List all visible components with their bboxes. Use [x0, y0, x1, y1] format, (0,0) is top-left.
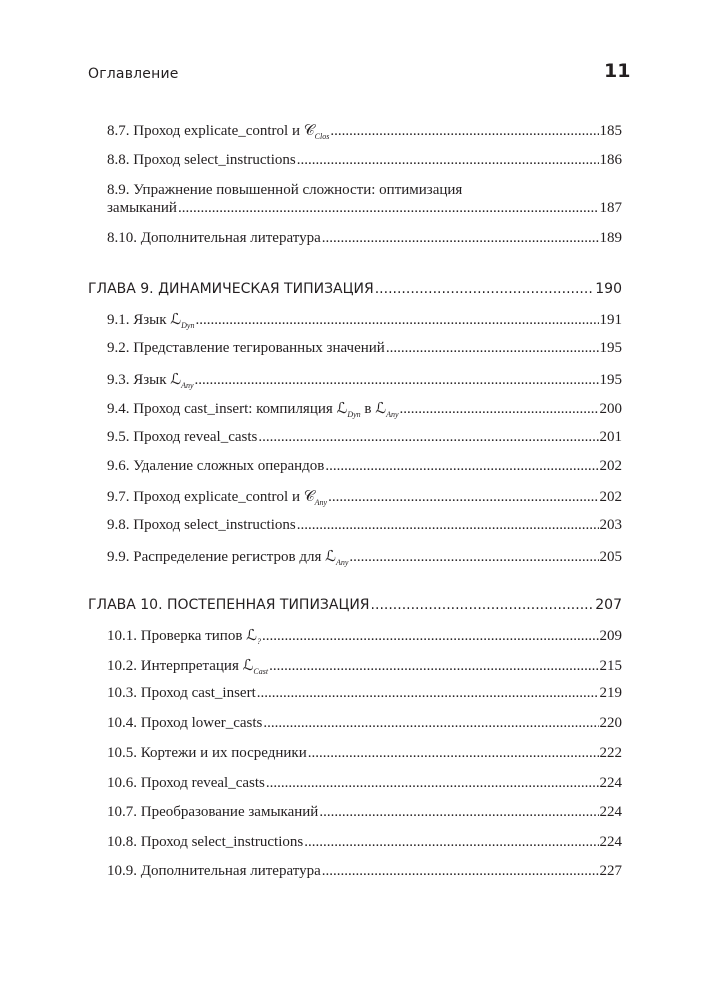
- leader-dots: [319, 804, 598, 821]
- toc-entry-text: 10.4. Проход lower_casts: [107, 715, 263, 731]
- toc-page-number: 200: [599, 401, 622, 417]
- toc-page-number: 191: [599, 312, 622, 328]
- toc-entry-text: 10.9. Дополнительная литература: [107, 863, 321, 879]
- toc-entry-subscript: Clos: [314, 132, 330, 141]
- toc-page-number: 201: [599, 429, 622, 445]
- toc-entry-text: 9.4. Проход cast_insert: компиляция ℒ: [107, 401, 348, 417]
- toc-entry-text: 9.1. Язык ℒ: [107, 312, 182, 328]
- page-number: 11: [604, 60, 631, 82]
- leader-dots: [266, 775, 599, 792]
- leader-dots: [257, 685, 599, 702]
- toc-entry-subscript: Any: [181, 381, 194, 390]
- toc-page-number: 209: [599, 628, 622, 644]
- toc-entry-text: 9.6. Удаление сложных операндов: [107, 458, 325, 474]
- toc-entry-text: 10.8. Проход select_instructions: [107, 834, 304, 850]
- toc-chapter-title: ГЛАВА 10. ПОСТЕПЕННАЯ ТИПИЗАЦИЯ: [88, 597, 370, 613]
- toc-page-number: 186: [599, 152, 622, 168]
- leader-dots: [322, 863, 599, 880]
- toc-entry-text: 8.8. Проход select_instructions: [107, 152, 296, 168]
- toc-entry-9-3[interactable]: [107, 370, 622, 390]
- leader-dots: [195, 312, 598, 329]
- leader-dots: [330, 123, 598, 140]
- toc-entry-9-2[interactable]: [107, 340, 622, 357]
- toc-page-number: 203: [599, 517, 622, 533]
- toc-entry-10-8[interactable]: [107, 834, 622, 851]
- toc-entry-text: 10.1. Проверка типов ℒ: [107, 628, 257, 644]
- toc-entry-text: 9.2. Представление тегированных значений: [107, 340, 385, 356]
- toc-entry-text: 9.7. Проход explicate_control и 𝒞: [107, 489, 315, 505]
- toc-entry-9-8[interactable]: [107, 517, 622, 534]
- toc-entry-subscript: Dyn: [347, 410, 361, 419]
- toc-page-number: 195: [599, 372, 622, 388]
- toc-entry-text: замыканий: [107, 200, 177, 216]
- toc-page-number: 205: [599, 549, 622, 565]
- toc-entry-8-10[interactable]: [107, 230, 622, 247]
- leader-dots: [328, 489, 598, 506]
- leader-dots: [371, 597, 595, 613]
- leader-dots: [263, 715, 598, 732]
- toc-page-number: 219: [599, 685, 622, 701]
- leader-dots: [308, 745, 599, 762]
- leader-dots: [322, 230, 599, 247]
- toc-entry-10-3[interactable]: [107, 685, 622, 702]
- toc-entry-text: 10.3. Проход cast_insert: [107, 685, 256, 701]
- leader-dots: [304, 834, 598, 851]
- toc-page-number: 190: [595, 281, 622, 297]
- leader-dots: [297, 517, 599, 534]
- leader-dots: [269, 658, 598, 675]
- toc-entry-10-1[interactable]: [107, 626, 622, 646]
- toc-entry-text: 9.3. Язык ℒ: [107, 372, 182, 388]
- toc-entry-text: 10.5. Кортежи и их посредники: [107, 745, 307, 761]
- leader-dots: [386, 340, 599, 357]
- toc-entry-subscript: Dyn: [181, 321, 195, 330]
- toc-entry-9-7[interactable]: [107, 488, 622, 507]
- toc-entry-subscript: Cast: [253, 667, 269, 676]
- leader-dots: [349, 549, 598, 566]
- toc-chapter-10[interactable]: [88, 597, 622, 613]
- toc-entry-text: 9.8. Проход select_instructions: [107, 517, 296, 533]
- toc-entry-text: 8.10. Дополнительная литература: [107, 230, 321, 246]
- toc-entry-10-4[interactable]: [107, 715, 622, 732]
- leader-dots: [262, 628, 599, 645]
- toc-entry-subscript: ?: [256, 637, 261, 646]
- toc-entry-text: 10.7. Преобразование замыканий: [107, 804, 319, 820]
- leader-dots: [400, 401, 599, 418]
- toc-page-number: 224: [599, 775, 622, 791]
- toc-page-number: 189: [599, 230, 622, 246]
- toc-entry-8-7[interactable]: [107, 122, 622, 141]
- toc-entry-text[interactable]: 8.9. Упражнение повышенной сложности: оптимизация: [107, 182, 463, 198]
- toc-page-number: 227: [599, 863, 622, 879]
- toc-entry-9-1[interactable]: [107, 310, 622, 330]
- toc-entry-text: в ℒ: [360, 401, 387, 417]
- toc-entry-text: 10.6. Проход reveal_casts: [107, 775, 265, 791]
- leader-dots: [195, 372, 599, 389]
- toc-page-number: 202: [599, 458, 622, 474]
- toc-entry-9-6[interactable]: [107, 458, 622, 475]
- toc-page-number: 185: [599, 123, 622, 139]
- toc-page-number: 220: [599, 715, 622, 731]
- toc-page-number: 215: [599, 658, 622, 674]
- toc-entry-text: 9.9. Распределение регистров для ℒ: [107, 549, 336, 565]
- toc-entry-subscript: Any: [314, 498, 328, 507]
- toc-entry-9-4[interactable]: [107, 399, 622, 419]
- toc-page-number: 222: [599, 745, 622, 761]
- toc-entry-10-5[interactable]: [107, 745, 622, 762]
- toc-page-number: 202: [599, 489, 622, 505]
- toc-chapter-9[interactable]: [88, 281, 622, 297]
- toc-entry-subscript: Any: [335, 558, 349, 567]
- toc-page-number: 207: [595, 597, 622, 613]
- running-header-title: Оглавление: [88, 66, 179, 82]
- toc-page-number: 224: [599, 834, 622, 850]
- toc-page-number: 224: [599, 804, 622, 820]
- toc-entry-10-7[interactable]: [107, 804, 622, 821]
- toc-entry-10-6[interactable]: [107, 775, 622, 792]
- toc-page-number: 187: [599, 200, 622, 216]
- toc-entry-subscript: Any: [386, 410, 399, 419]
- toc-entry-8-8[interactable]: [107, 152, 622, 169]
- toc-chapter-title: ГЛАВА 9. ДИНАМИЧЕСКАЯ ТИПИЗАЦИЯ: [88, 281, 374, 297]
- toc-entry-8-9[interactable]: [107, 200, 622, 217]
- toc-entry-9-5[interactable]: [107, 429, 622, 446]
- toc-page-number: 195: [599, 340, 622, 356]
- toc-entry-10-9[interactable]: [107, 863, 622, 880]
- toc-entry-text: 8.7. Проход explicate_control и 𝒞: [107, 123, 315, 139]
- leader-dots: [258, 429, 598, 446]
- leader-dots: [325, 458, 598, 475]
- leader-dots: [375, 281, 595, 297]
- toc-entry-9-9[interactable]: [107, 547, 622, 567]
- leader-dots: [178, 200, 599, 217]
- leader-dots: [297, 152, 599, 169]
- toc-entry-text: 10.2. Интерпретация ℒ: [107, 658, 254, 674]
- toc-entry-10-2[interactable]: [107, 656, 622, 676]
- toc-entry-text: 9.5. Проход reveal_casts: [107, 429, 258, 445]
